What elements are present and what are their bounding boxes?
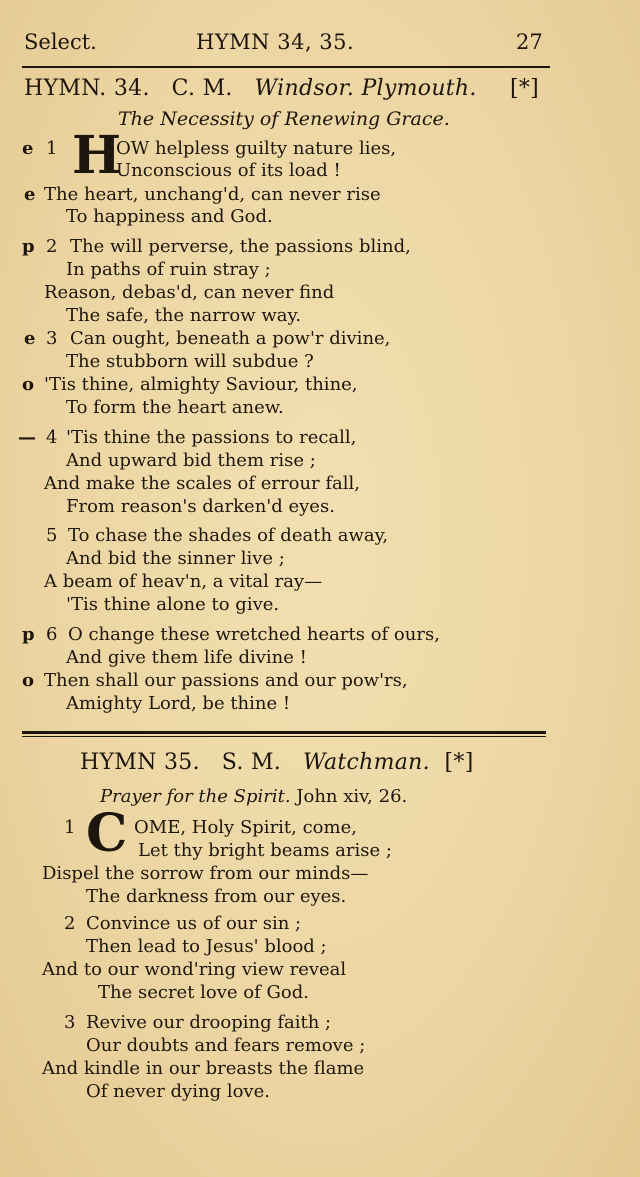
verse-line: OME, Holy Spirit, come, — [134, 817, 357, 838]
verse-line: To form the heart anew. — [66, 397, 284, 418]
verse-line: The safe, the narrow way. — [66, 305, 302, 326]
hymn-35-heading — [80, 750, 474, 775]
page-number: 27 — [516, 30, 543, 54]
stanza-number: 4 — [46, 427, 58, 448]
verse-line: Can ought, beneath a pow'r divine, — [70, 328, 391, 349]
hymn-35-number: HYMN 35. — [80, 750, 200, 775]
hymn-34-tunes: Windsor. Plymouth. — [254, 76, 477, 101]
dynamic-mark: e — [24, 328, 36, 349]
dynamic-mark: e — [24, 184, 36, 205]
stanza-number: 3 — [46, 328, 58, 349]
verse-line: Our doubts and fears remove ; — [86, 1035, 366, 1056]
verse-line: Amighty Lord, be thine ! — [66, 693, 291, 714]
verse-line: Reason, debas'd, can never find — [44, 282, 335, 303]
hymn-34-mark: [*] — [510, 76, 540, 101]
section-rule-thick — [22, 731, 546, 734]
stanza-number: 3 — [64, 1012, 76, 1033]
stanza-number: 2 — [46, 236, 58, 257]
verse-line: Revive our drooping faith ; — [86, 1012, 332, 1033]
verse-line: 'Tis thine, almighty Saviour, thine, — [44, 374, 358, 395]
verse-line: Unconscious of its load ! — [116, 160, 341, 181]
drop-cap: C — [86, 803, 128, 864]
verse-line: And bid the sinner live ; — [66, 548, 285, 569]
hymn-34-meter: C. M. — [171, 76, 233, 101]
dynamic-mark: p — [22, 236, 35, 257]
running-head-title: HYMN 34, 35. — [196, 30, 355, 54]
verse-line: The darkness from our eyes. — [86, 886, 347, 907]
verse-line: Then lead to Jesus' blood ; — [86, 936, 327, 957]
verse-line: A beam of heav'n, a vital ray— — [44, 571, 323, 592]
verse-line: And give them life divine ! — [66, 647, 307, 668]
hymn-35-meter: S. M. — [221, 750, 282, 775]
verse-line: And make the scales of errour fall, — [44, 473, 361, 494]
hymn-34-number: HYMN. 34. — [24, 76, 150, 101]
verse-line: The stubborn will subdue ? — [66, 351, 314, 372]
verse-line: And to our wond'ring view reveal — [42, 959, 347, 980]
dynamic-mark: — — [18, 427, 36, 448]
stanza-number: 5 — [46, 525, 58, 546]
verse-line: 'Tis thine the passions to recall, — [66, 427, 357, 448]
verse-line: And kindle in our breasts the flame — [42, 1058, 365, 1079]
section-rule-thin — [22, 736, 546, 737]
stanza-number: 2 — [64, 913, 76, 934]
verse-line: Let thy bright beams arise ; — [138, 840, 392, 861]
stanza-number: 1 — [64, 817, 76, 838]
verse-line: Then shall our passions and our pow'rs, — [44, 670, 408, 691]
verse-line: Convince us of our sin ; — [86, 913, 302, 934]
hymn-34-heading — [24, 76, 477, 101]
dynamic-mark: p — [22, 624, 35, 645]
dynamic-mark: e — [22, 138, 34, 159]
hymn-35-subtitle-italic: Prayer for the Spirit. — [100, 786, 291, 807]
verse-line: To chase the shades of death away, — [68, 525, 389, 546]
hymn-35-subtitle — [100, 786, 407, 807]
verse-line: The heart, unchang'd, can never rise — [44, 184, 381, 205]
drop-cap: H — [72, 125, 122, 186]
verse-line: OW helpless guilty nature lies, — [116, 138, 397, 159]
hymn-35-tune: Watchman. — [302, 750, 430, 775]
verse-line: To happiness and God. — [66, 206, 273, 227]
verse-line: O change these wretched hearts of ours, — [68, 624, 440, 645]
verse-line: The will perverse, the passions blind, — [70, 236, 411, 257]
running-head — [0, 30, 640, 60]
verse-line: From reason's darken'd eyes. — [66, 496, 335, 517]
verse-line: Dispel the sorrow from our minds— — [42, 863, 369, 884]
verse-line: The secret love of God. — [98, 982, 309, 1003]
verse-line: In paths of ruin stray ; — [66, 259, 271, 280]
section-label: Select. — [24, 30, 97, 54]
hymn-35-mark: [*] — [444, 750, 474, 775]
dynamic-mark: o — [22, 670, 35, 691]
verse-line: And upward bid them rise ; — [66, 450, 316, 471]
dynamic-mark: o — [22, 374, 35, 395]
hymn-34-subtitle: The Necessity of Renewing Grace. — [118, 108, 450, 130]
scripture-reference: John xiv, 26. — [296, 786, 408, 807]
stanza-number: 6 — [46, 624, 58, 645]
stanza-number: 1 — [46, 138, 58, 159]
header-rule — [22, 66, 550, 68]
verse-line: Of never dying love. — [86, 1081, 270, 1102]
verse-line: 'Tis thine alone to give. — [66, 594, 280, 615]
